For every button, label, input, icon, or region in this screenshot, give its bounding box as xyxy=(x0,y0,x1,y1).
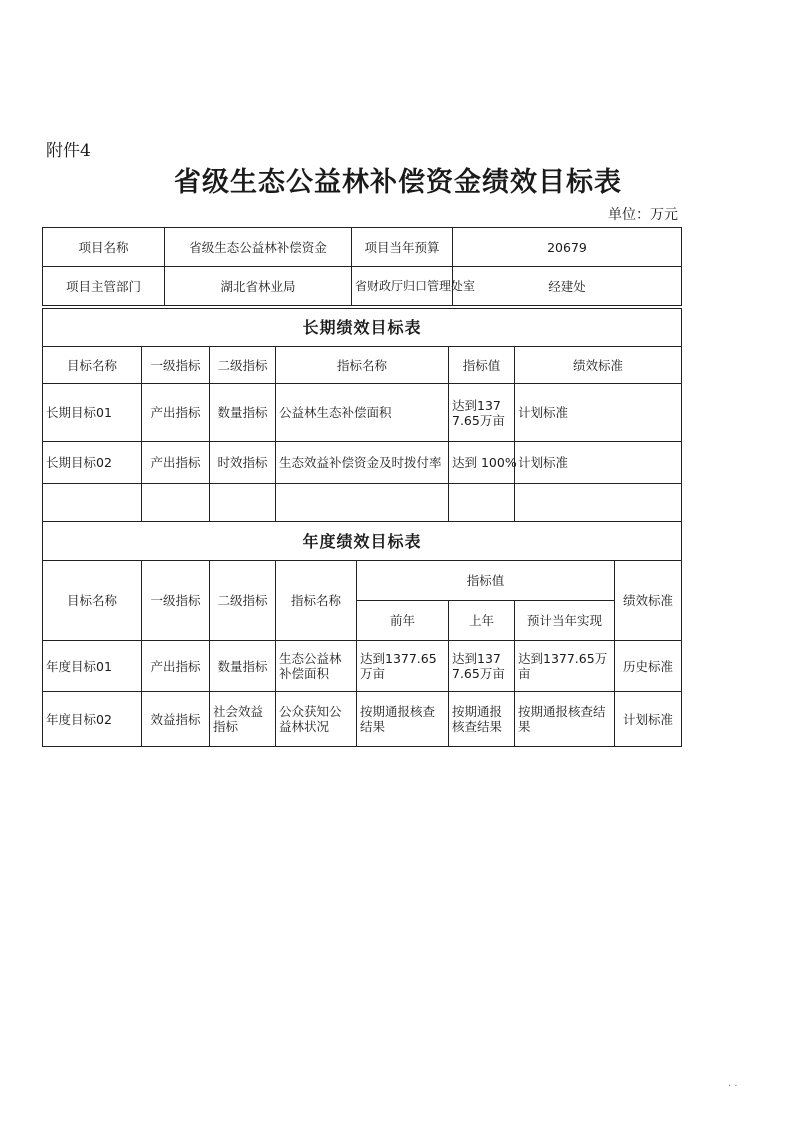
project-name-label: 项目名称 xyxy=(43,228,165,267)
annual-row1-prev-year: 达到1377.65万亩 xyxy=(357,641,449,692)
long-row1-level1: 产出指标 xyxy=(142,384,210,442)
project-info-table xyxy=(42,227,682,306)
annual-header-goal: 目标名称 xyxy=(43,561,142,641)
long-header-indicator: 指标名称 xyxy=(276,347,449,384)
table-row xyxy=(43,692,682,747)
long-row1-level2: 数量指标 xyxy=(210,384,276,442)
annual-row1-level1: 产出指标 xyxy=(142,641,210,692)
long-row2-indicator: 生态效益补偿资金及时拨付率 xyxy=(276,442,449,484)
long-header-goal: 目标名称 xyxy=(43,347,142,384)
annual-header-prev-year: 前年 xyxy=(357,601,449,641)
long-header-level1: 一级指标 xyxy=(142,347,210,384)
long-row3-standard xyxy=(515,484,682,522)
long-row2-level1: 产出指标 xyxy=(142,442,210,484)
long-row3-indicator xyxy=(276,484,449,522)
long-term-table xyxy=(42,308,682,522)
annual-row1-last-year: 达到1377.65万亩 xyxy=(449,641,515,692)
long-header-standard: 绩效标准 xyxy=(515,347,682,384)
table-row xyxy=(43,484,682,522)
long-header-value: 指标值 xyxy=(449,347,515,384)
annual-row2-standard: 计划标准 xyxy=(615,692,682,747)
long-row2-level2: 时效指标 xyxy=(210,442,276,484)
annual-row1-indicator: 生态公益林补偿面积 xyxy=(276,641,357,692)
long-row3-level2 xyxy=(210,484,276,522)
long-row3-level1 xyxy=(142,484,210,522)
annual-header-expected: 预计当年实现 xyxy=(515,601,615,641)
annual-row2-prev-year: 按期通报核查结果 xyxy=(357,692,449,747)
annual-header-level1: 一级指标 xyxy=(142,561,210,641)
annual-row1-goal: 年度目标01 xyxy=(43,641,142,692)
annual-table xyxy=(42,521,682,747)
long-row2-value: 达到 100% xyxy=(449,442,515,484)
long-row1-value: 达到1377.65万亩 xyxy=(449,384,515,442)
budget-value: 20679 xyxy=(453,228,682,267)
annual-header-last-year: 上年 xyxy=(449,601,515,641)
annual-row1-level2: 数量指标 xyxy=(210,641,276,692)
long-row2-goal: 长期目标02 xyxy=(43,442,142,484)
scan-artifact: · · xyxy=(728,1081,738,1092)
long-row1-goal: 长期目标01 xyxy=(43,384,142,442)
long-row2-standard: 计划标准 xyxy=(515,442,682,484)
long-row3-value xyxy=(449,484,515,522)
annual-header-level2: 二级指标 xyxy=(210,561,276,641)
annual-header-value-group: 指标值 xyxy=(357,561,615,601)
annual-row2-last-year: 按期通报核查结果 xyxy=(449,692,515,747)
annual-header-standard: 绩效标准 xyxy=(615,561,682,641)
long-row3-goal xyxy=(43,484,142,522)
annual-header-indicator: 指标名称 xyxy=(276,561,357,641)
annual-row2-indicator: 公众获知公益林状况 xyxy=(276,692,357,747)
annual-row2-goal: 年度目标02 xyxy=(43,692,142,747)
long-header-level2: 二级指标 xyxy=(210,347,276,384)
table-row xyxy=(43,641,682,692)
long-term-title: 长期绩效目标表 xyxy=(43,309,682,347)
table-row xyxy=(43,384,682,442)
office-label: 省财政厅归口管理处室 xyxy=(352,267,453,306)
budget-label: 项目当年预算 xyxy=(352,228,453,267)
annual-row2-expected: 按期通报核查结果 xyxy=(515,692,615,747)
long-row1-standard: 计划标准 xyxy=(515,384,682,442)
attachment-label: 附件4 xyxy=(46,141,91,161)
dept-value: 湖北省林业局 xyxy=(165,267,352,306)
dept-label: 项目主管部门 xyxy=(65,278,141,294)
annual-title: 年度绩效目标表 xyxy=(43,522,682,561)
dept-label-cell xyxy=(43,267,165,306)
table-row xyxy=(43,442,682,484)
unit-label: 单位：万元 xyxy=(608,207,678,223)
annual-row2-level1: 效益指标 xyxy=(142,692,210,747)
annual-row1-expected: 达到1377.65万亩 xyxy=(515,641,615,692)
long-row1-indicator: 公益林生态补偿面积 xyxy=(276,384,449,442)
annual-row1-standard: 历史标准 xyxy=(615,641,682,692)
annual-row2-level2: 社会效益指标 xyxy=(210,692,276,747)
project-name-value: 省级生态公益林补偿资金 xyxy=(165,228,352,267)
office-value: 经建处 xyxy=(453,267,682,306)
document-title: 省级生态公益林补偿资金绩效目标表 xyxy=(174,167,622,198)
